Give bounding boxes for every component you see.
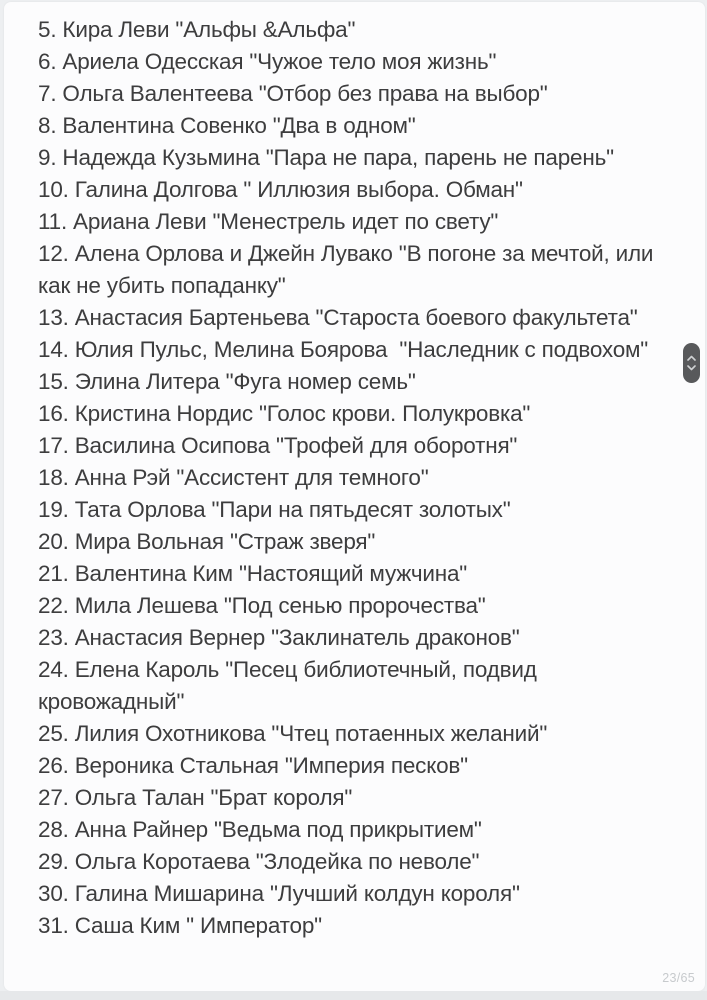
book-list-item: 9. Надежда Кузьмина "Пара не пара, парень не парень" (38, 145, 614, 170)
chevron-up-icon (687, 355, 696, 361)
book-list-item: 17. Василина Осипова "Трофей для оборотня" (38, 433, 518, 458)
book-list-item: 31. Саша Ким " Император" (38, 913, 322, 938)
book-list-item: 28. Анна Райнер "Ведьма под прикрытием" (38, 817, 482, 842)
chevron-down-icon (687, 365, 696, 371)
book-list-item: 10. Галина Долгова " Иллюзия выбора. Обман" (38, 177, 523, 202)
book-list-item: 23. Анастасия Вернер "Заклинатель драконов" (38, 625, 520, 650)
book-list-item: 16. Кристина Нордис "Голос крови. Полукровка" (38, 401, 531, 426)
book-list-item: 21. Валентина Ким "Настоящий мужчина" (38, 561, 468, 586)
book-list-item: 25. Лилия Охотникова "Чтец потаенных желаний" (38, 721, 548, 746)
book-list-item: 15. Элина Литера "Фуга номер семь" (38, 369, 416, 394)
book-list-item: 26. Вероника Стальная "Империя песков" (38, 753, 468, 778)
book-list-item: 30. Галина Мишарина "Лучший колдун короля" (38, 881, 520, 906)
book-page[interactable] (4, 2, 705, 991)
book-list-item: 27. Ольга Талан "Брат короля" (38, 785, 353, 810)
book-list-item: 8. Валентина Совенко "Два в одном" (38, 113, 416, 138)
book-list-item: 13. Анастасия Бартеньева "Староста боевого факультета" (38, 305, 638, 330)
page-number-indicator: 23/65 (662, 971, 695, 985)
scrollbar-handle[interactable] (683, 343, 700, 383)
book-list-item: 20. Мира Вольная "Страж зверя" (38, 529, 376, 554)
book-list-item: 14. Юлия Пульс, Мелина Боярова "Наследник с подвохом" (38, 337, 649, 362)
book-list-item: 29. Ольга Коротаева "Злодейка по неволе" (38, 849, 480, 874)
page-bottom-edge (0, 991, 707, 1000)
book-list-item: 11. Ариана Леви "Менестрель идет по свету" (38, 209, 499, 234)
book-list-item: 18. Анна Рэй "Ассистент для темного" (38, 465, 429, 490)
book-list-item: 12. Алена Орлова и Джейн Лувако "В погоне за мечтой, или как не убить попаданку" (38, 241, 660, 298)
book-list-item: 5. Кира Леви "Альфы &Альфа" (38, 17, 356, 42)
book-list-item: 24. Елена Кароль "Песец библиотечный, подвид кровожадный" (38, 657, 543, 714)
book-list-item: 7. Ольга Валентеева "Отбор без права на выбор" (38, 81, 548, 106)
book-list-item: 19. Тата Орлова "Пари на пятьдесят золотых" (38, 497, 511, 522)
book-list-item: 22. Мила Лешева "Под сенью пророчества" (38, 593, 486, 618)
book-list (38, 14, 679, 942)
book-list-item: 6. Ариела Одесская "Чужое тело моя жизнь" (38, 49, 497, 74)
